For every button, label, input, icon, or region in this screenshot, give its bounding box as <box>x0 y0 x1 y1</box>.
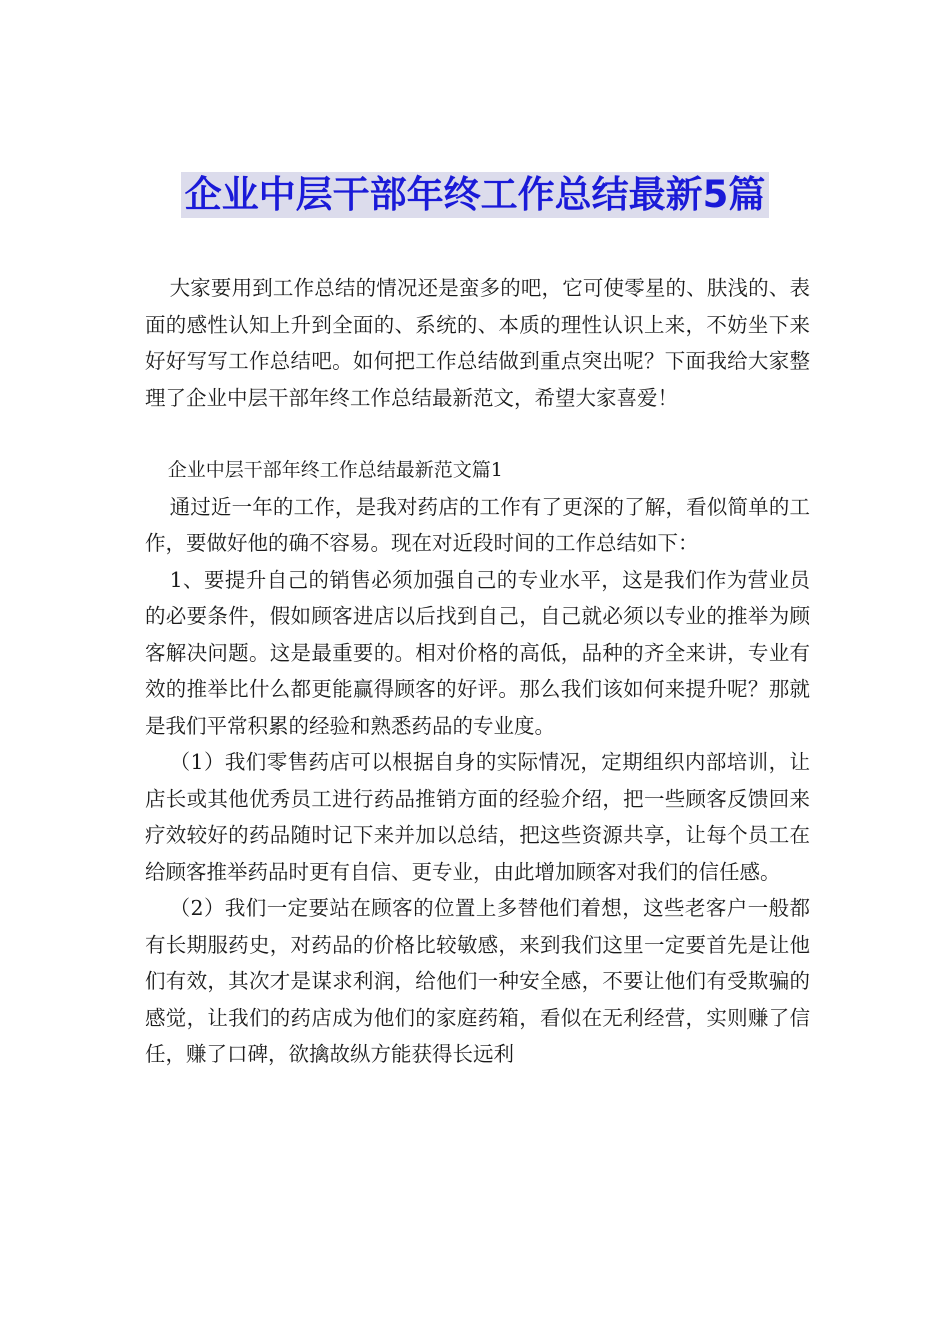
document-body <box>145 270 810 1073</box>
intro-paragraph: 大家要用到工作总结的情况还是蛮多的吧，它可使零星的、肤浅的、表面的感性认知上升到全面的、系统的、本质的理性认识上来，不妨坐下来好好写写工作总结吧。如何把工作总结做到重点突出呢？下面我给大家整理了企业中层干部年终工作总结最新范文，希望大家喜爱！ <box>145 276 810 410</box>
body-paragraph-2: 1、要提升自己的销售必须加强自己的专业水平，这是我们作为营业员的必要条件，假如顾客进店以后找到自己，自己就必须以专业的推举为顾客解决问题。这是最重要的。相对价格的高低，品种的齐全来讲，专业有效的推举比什么都更能赢得顾客的好评。那么我们该如何来提升呢？那就是我们平常积累的经验和熟悉药品的专业度。 <box>145 567 810 738</box>
body-paragraph-3: （1）我们零售药店可以根据自身的实际情况，定期组织内部培训，让店长或其他优秀员工进行药品推销方面的经验介绍，把一些顾客反馈回来疗效较好的药品随时记下来并加以总结，把这些资源共享，让每个员工在给顾客推举药品时更有自信、更专业，由此增加顾客对我们的信任感。 <box>145 750 810 884</box>
body-paragraph-1: 通过近一年的工作，是我对药店的工作有了更深的了解，看似简单的工作，要做好他的确不容易。现在对近段时间的工作总结如下： <box>145 494 810 555</box>
title-container <box>0 172 950 218</box>
document-title: 企业中层干部年终工作总结最新5篇 <box>181 172 770 218</box>
body-paragraph-4: （2）我们一定要站在顾客的位置上多替他们着想，这些老客户一般都有长期服药史，对药品的价格比较敏感，来到我们这里一定要首先是让他们有效，其次才是谋求利润，给他们一种安全感，不要让他们有受欺骗的感觉，让我们的药店成为他们的家庭药箱，看似在无利经营，实则赚了信任，赚了口碑，欲擒故纵方能获得长远利 <box>145 896 810 1066</box>
paragraph-gap <box>145 416 810 452</box>
section-heading: 企业中层干部年终工作总结最新范文篇1 <box>167 459 503 481</box>
